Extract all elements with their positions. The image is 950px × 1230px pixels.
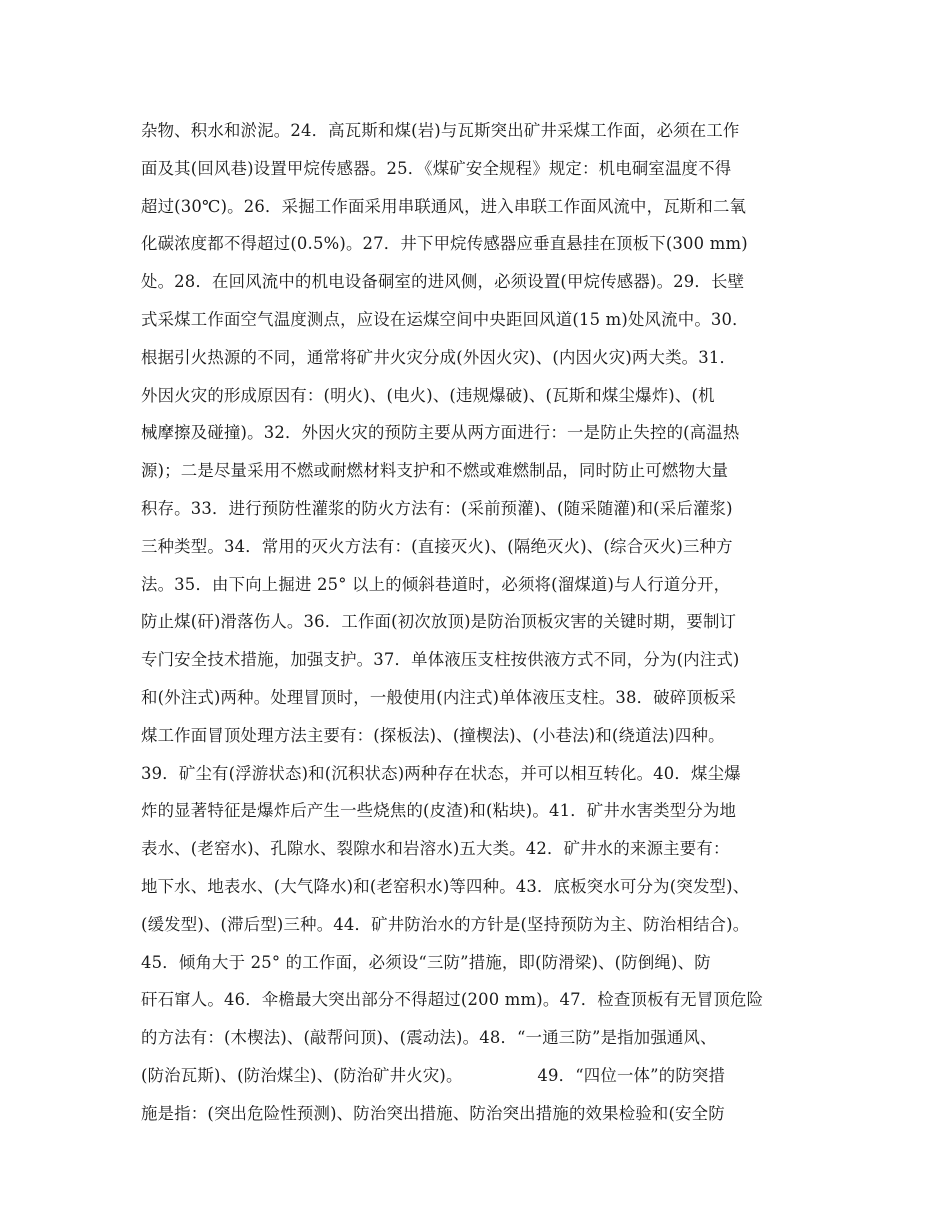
text-line: 法。35．由下向上掘进 25° 以上的倾斜巷道时，必须将(溜煤道)与人行道分开， [141,574,731,594]
text-line: 积存。33．进行预防性灌浆的防火方法有：(采前预灌)、(随采随灌)和(采后灌浆) [141,498,733,518]
text-line: 矸石窜人。46．伞檐最大突出部分不得超过(200 mm)。47．检查顶板有无冒顶危险 [141,990,764,1010]
text-line: 防止煤(矸)滑落伤人。36．工作面(初次放顶)是防治顶板灾害的关键时期，要制订 [141,612,737,632]
text-line: 39．矿尘有(浮游状态)和(沉积状态)两种存在状态，并可以相互转化。40．煤尘爆 [141,763,741,783]
text-line: 源)；二是尽量采用不燃或耐燃材料支护和不燃或难燃制品，同时防止可燃物大量 [141,461,729,481]
text-line: 45．倾角大于 25° 的工作面，必须设“三防”措施，即(防滑梁)、(防倒绳)、防 [141,952,711,972]
text-line: 表水、(老窑水)、孔隙水、裂隙水和岩溶水)五大类。42．矿井水的来源主要有： [141,839,730,859]
text-line: 化碳浓度都不得超过(0.5%)。27．井下甲烷传感器应垂直悬挂在顶板下(300 mm) [141,234,748,254]
text-line: 式采煤工作面空气温度测点，应设在运煤空间中央距回风道(15 m)处风流中。30． [141,309,749,329]
text-line: (缓发型)、(滞后型)三种。44．矿井防治水的方针是(坚持预防为主、防治相结合)。 [141,914,750,934]
text-line: 和(外注式)两种。处理冒顶时，一般使用(内注式)单体液压支柱。38．破碎顶板采 [141,687,737,707]
text-line: 的方法有：(木楔法)、(敲帮问顶)、(震动法)。48．“一通三防”是指加强通风、 [141,1028,717,1048]
text-line: 专门安全技术措施，加强支护。37．单体液压支柱按供液方式不同，分为(内注式) [141,650,740,670]
text-line: (防治瓦斯)、(防治煤尘)、(防治矿井火灾)。 49．“四位一体”的防突措 [141,1065,726,1085]
text-line: 面及其(回风巷)设置甲烷传感器。25．《煤矿安全规程》规定：机电硐室温度不得 [141,158,732,178]
text-line: 杂物、积水和淤泥。24．高瓦斯和煤(岩)与瓦斯突出矿井采煤工作面，必须在工作 [141,121,740,140]
text-line: 炸的显著特征是爆炸后产生一些烧焦的(皮渣)和(粘块)。41．矿井水害类型分为地 [141,801,737,821]
text-line: 施是指：(突出危险性预测)、防治突出措施、防治突出措施的效果检验和(安全防 [141,1103,725,1123]
text-line: 根据引火热源的不同，通常将矿井火灾分成(外因火灾)、(内因火灾)两大类。31． [141,347,737,367]
text-line: 处。28．在回风流中的机电设备硐室的进风侧，必须设置(甲烷传感器)。29．长壁 [141,272,745,292]
text-line: 超过(30℃)。26．采掘工作面采用串联通风，进入串联工作面风流中，瓦斯和二氧 [141,196,747,216]
text-line: 械摩擦及碰撞)。32．外因火灾的预防主要从两方面进行：一是防止失控的(高温热 [141,423,740,443]
text-line: 地下水、地表水、(大气降水)和(老窑积水)等四种。43．底板突水可分为(突发型)、 [141,876,750,896]
text-line: 煤工作面冒顶处理方法主要有：(探板法)、(撞楔法)、(小巷法)和(绕道法)四种。 [141,725,725,745]
text-line: 外因火灾的形成原因有：(明火)、(电火)、(违规爆破)、(瓦斯和煤尘爆炸)、(机 [141,385,715,405]
document-body [141,112,831,1133]
text-line: 三种类型。34．常用的灭火方法有：(直接灭火)、(隔绝灭火)、(综合灭火)三种方 [141,536,733,556]
